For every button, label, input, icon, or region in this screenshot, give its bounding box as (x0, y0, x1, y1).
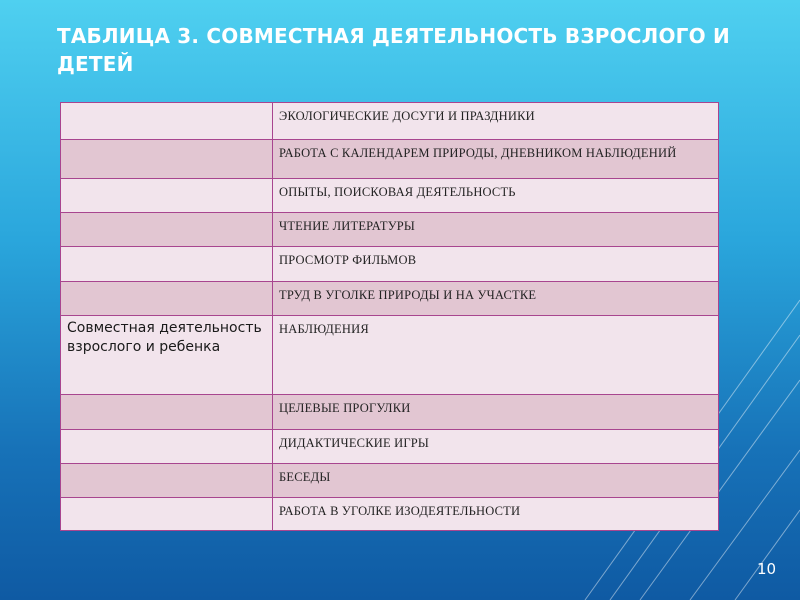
activity-item: ПРОСМОТР ФИЛЬМОВ (279, 253, 417, 267)
table-cell (273, 179, 719, 213)
table-cell-label (61, 316, 273, 395)
table-row (61, 179, 719, 213)
activity-item: ЧТЕНИЕ ЛИТЕРАТУРЫ (279, 219, 416, 233)
table-cell (273, 103, 719, 140)
table-row (61, 213, 719, 247)
activity-item: ОПЫТЫ, ПОИСКОВАЯ ДЕЯТЕЛЬНОСТЬ (279, 185, 516, 199)
table-cell-empty (61, 498, 273, 531)
table-cell (273, 213, 719, 247)
table-cell-empty (61, 430, 273, 464)
row-group-label: Совместная деятельность взрослого и ребенка (67, 320, 262, 355)
table-cell (273, 498, 719, 531)
table-row (61, 430, 719, 464)
table-row (61, 395, 719, 430)
table-cell (273, 282, 719, 316)
table-row (61, 498, 719, 531)
table-cell-empty (61, 213, 273, 247)
table-row (61, 316, 719, 395)
table-cell (273, 464, 719, 498)
table-cell (273, 316, 719, 395)
table-cell (273, 140, 719, 179)
page-number: 10 (757, 560, 777, 578)
table-cell (273, 395, 719, 430)
table-row (61, 103, 719, 140)
table-cell-empty (61, 140, 273, 179)
activity-item: ТРУД В УГОЛКЕ ПРИРОДЫ И НА УЧАСТКЕ (279, 288, 537, 302)
table-row (61, 247, 719, 282)
activity-item: ЭКОЛОГИЧЕСКИЕ ДОСУГИ И ПРАЗДНИКИ (279, 109, 535, 123)
table-cell (273, 430, 719, 464)
table-cell-empty (61, 103, 273, 140)
table-row (61, 282, 719, 316)
activity-item: БЕСЕДЫ (279, 470, 331, 484)
table-row (61, 464, 719, 498)
table-row (61, 140, 719, 179)
activity-item: ЦЕЛЕВЫЕ ПРОГУЛКИ (279, 401, 411, 415)
table-cell (273, 247, 719, 282)
table-cell-empty (61, 247, 273, 282)
activity-item: РАБОТА В УГОЛКЕ ИЗОДЕЯТЕЛЬНОСТИ (279, 504, 521, 518)
activity-item: ДИДАКТИЧЕСКИЕ ИГРЫ (279, 436, 430, 450)
activity-item: НАБЛЮДЕНИЯ (279, 322, 369, 336)
slide-title: ТАБЛИЦА 3. СОВМЕСТНАЯ ДЕЯТЕЛЬНОСТЬ ВЗРОСЛОГО И ДЕТЕЙ (57, 24, 730, 76)
activity-item: РАБОТА С КАЛЕНДАРЕМ ПРИРОДЫ, ДНЕВНИКОМ НАБЛЮДЕНИЙ (279, 146, 677, 160)
activity-table (60, 102, 719, 531)
table-cell-empty (61, 179, 273, 213)
table-cell-empty (61, 395, 273, 430)
table-cell-empty (61, 464, 273, 498)
table-cell-empty (61, 282, 273, 316)
